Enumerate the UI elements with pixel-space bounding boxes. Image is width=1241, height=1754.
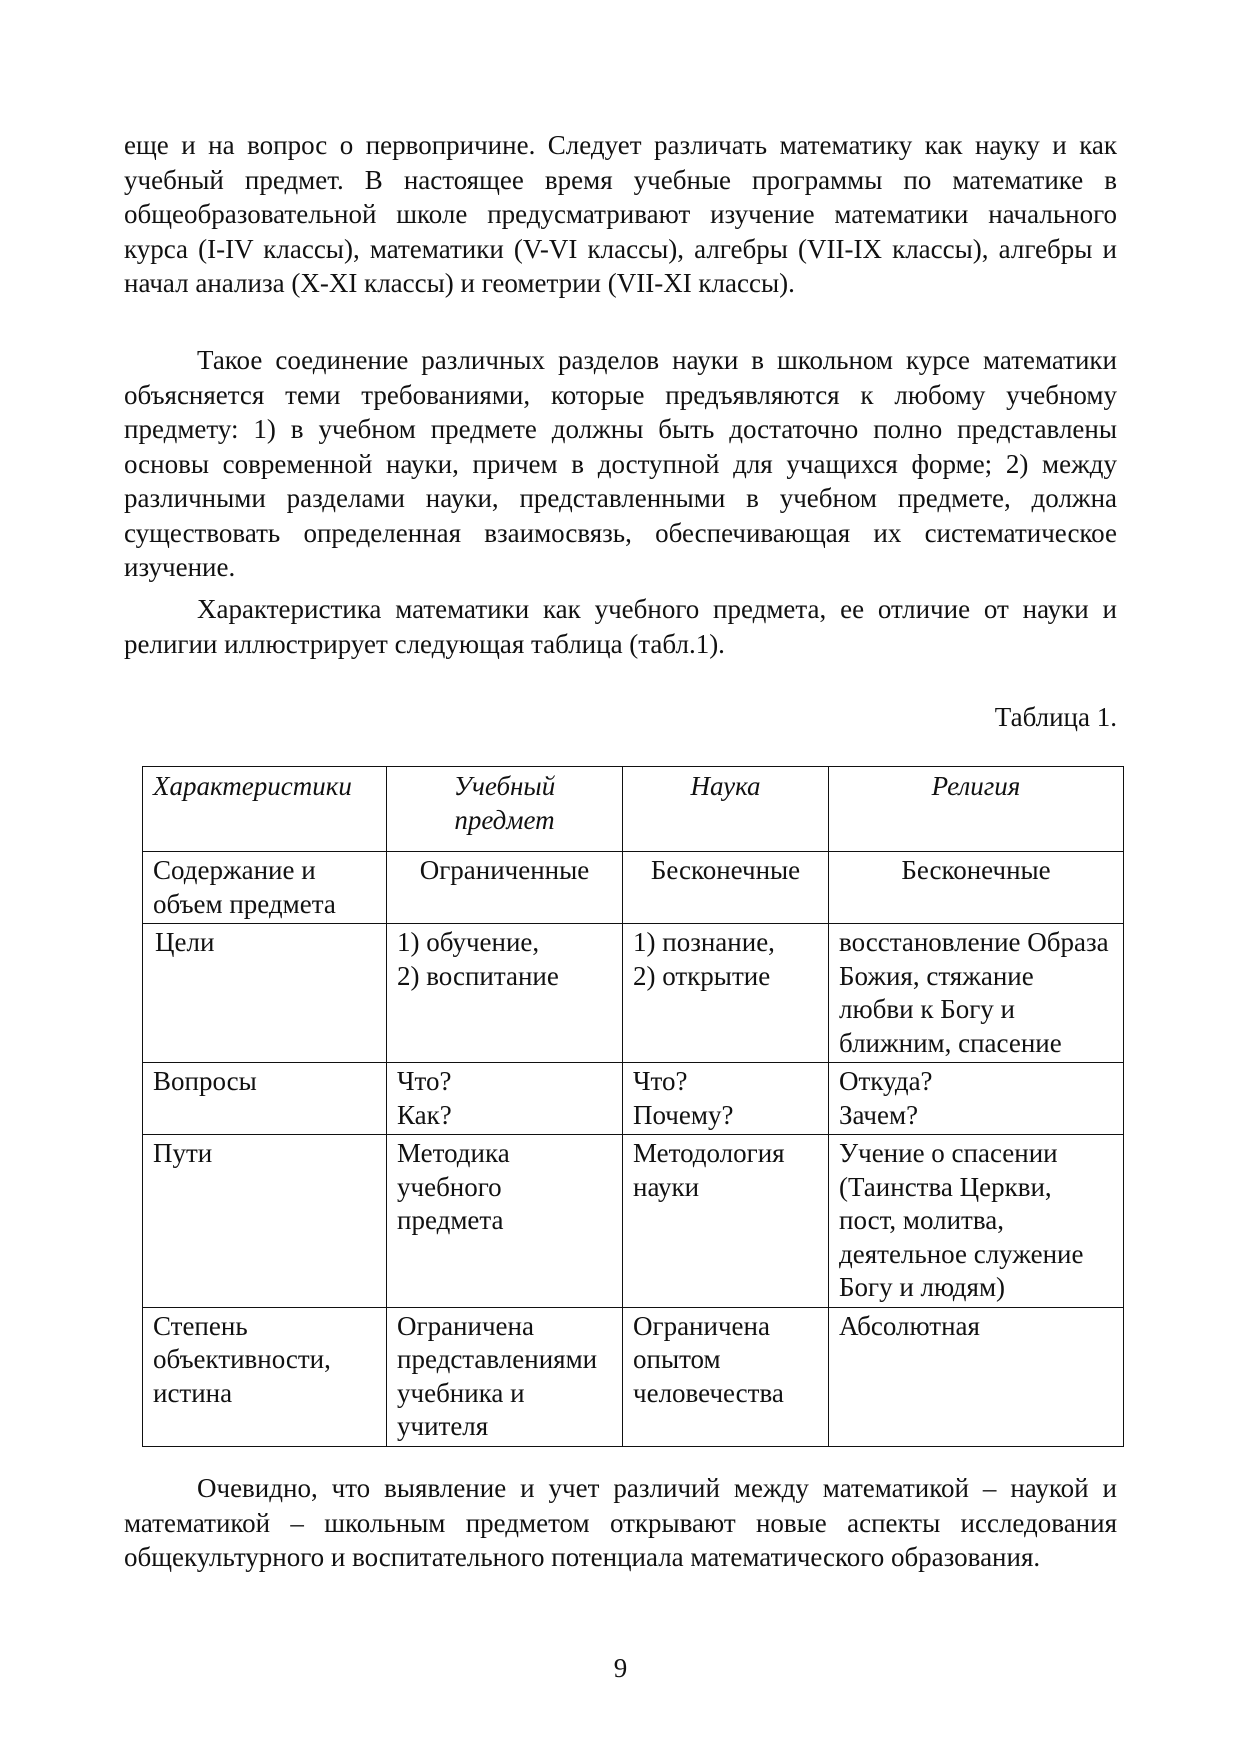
cell-line: Степень [153,1310,248,1341]
cell-line: науки [633,1171,700,1202]
cell-subject: Методика учебного предмета [387,1135,623,1308]
cell-science [623,1063,829,1135]
cell-subject [387,924,623,1063]
cell-line: объективности, [153,1344,331,1374]
cell-science: Ограничена опытом человечества [623,1307,829,1446]
cell-religion [829,1063,1124,1135]
header-religion: Религия [829,767,1124,852]
cell-religion: Абсолютная [829,1307,1124,1446]
cell-line: Зачем? [839,1099,919,1130]
cell-label: Вопросы [143,1063,387,1135]
cell-line: Как? [397,1099,452,1130]
cell-science: Бесконечные [623,852,829,924]
header-subject-line: Учебный предмет [453,771,556,835]
cell-line: Методология [633,1138,785,1168]
cell-label-text: Цели [155,927,215,957]
paragraph-intro: еще и на вопрос о первопричине. Следует различать математику как науку и как учебный предмет. В настоящее время учебные программы по математике в общеобразовательной школе предусматривают изучение математики начального курса (I-IV классы), математики (V-VI классы), алгебры (VII-IX классы), алгебры и начал анализа (X-XI классы) и геометрии (VII-XI классы). [124,130,1117,298]
cell-line: истина [153,1377,233,1408]
table-row [143,1307,1124,1446]
cell-subject: Ограниченные [387,852,623,924]
table-row [143,924,1124,1063]
cell-line: 1) обучение, [397,927,540,957]
paragraph-conclusion: Очевидно, что выявление и учет различий между математикой – наукой и математикой – школьным предметом открывают новые аспекты исследования общекультурного и воспитательного потенциала математического образования. [124,1473,1117,1572]
cell-line: 1) познание, [633,927,775,957]
header-subject [387,767,623,852]
header-characteristics: Характеристики [143,767,387,852]
cell-label [143,1307,387,1446]
table-row [143,1063,1124,1135]
cell-line: Что? [633,1066,688,1096]
paragraph-requirements: Такое соединение различных разделов науки в школьном курсе математики объясняется теми требованиями, которые предъявляются к любому учебному предмету: 1) в учебном предмете должны быть достаточно полно представлены основы современной науки, причем в доступной для учащихся форме; 2) между различными разделами науки, представленными в учебном предмете, должна существовать определенная взаимосвязь, обеспечивающая их систематическое изучение. [124,345,1117,582]
table-row [143,1135,1124,1308]
cell-religion: Бесконечные [829,852,1124,924]
cell-subject: Ограничена представлениями учебника и учителя [387,1307,623,1446]
cell-line: 2) воспитание [397,960,559,991]
cell-line: Почему? [633,1099,734,1130]
table-row [143,852,1124,924]
comparison-table [142,766,1124,1447]
cell-line: Откуда? [839,1066,933,1096]
table-header-row [143,767,1124,852]
paragraph-table-reference: Характеристика математики как учебного предмета, ее отличие от науки и религии иллюстрирует следующая таблица (табл.1). [124,594,1117,659]
cell-science [623,924,829,1063]
cell-science [623,1135,829,1308]
cell-label: Содержание и объем предмета [143,852,387,924]
cell-label [143,924,387,1063]
cell-label: Пути [143,1135,387,1308]
cell-religion: Учение о спасении (Таинства Церкви, пост, молитва, деятельное служение Богу и людям) [829,1135,1124,1308]
table-caption: Таблица 1. [994,702,1117,732]
page-number: 9 [613,1653,628,1683]
cell-line: 2) открытие [633,960,771,991]
cell-subject [387,1063,623,1135]
cell-line: Что? [397,1066,452,1096]
cell-religion: восстановление Образа Божия, стяжание любви к Богу и ближним, спасение [829,924,1124,1063]
header-science: Наука [623,767,829,852]
